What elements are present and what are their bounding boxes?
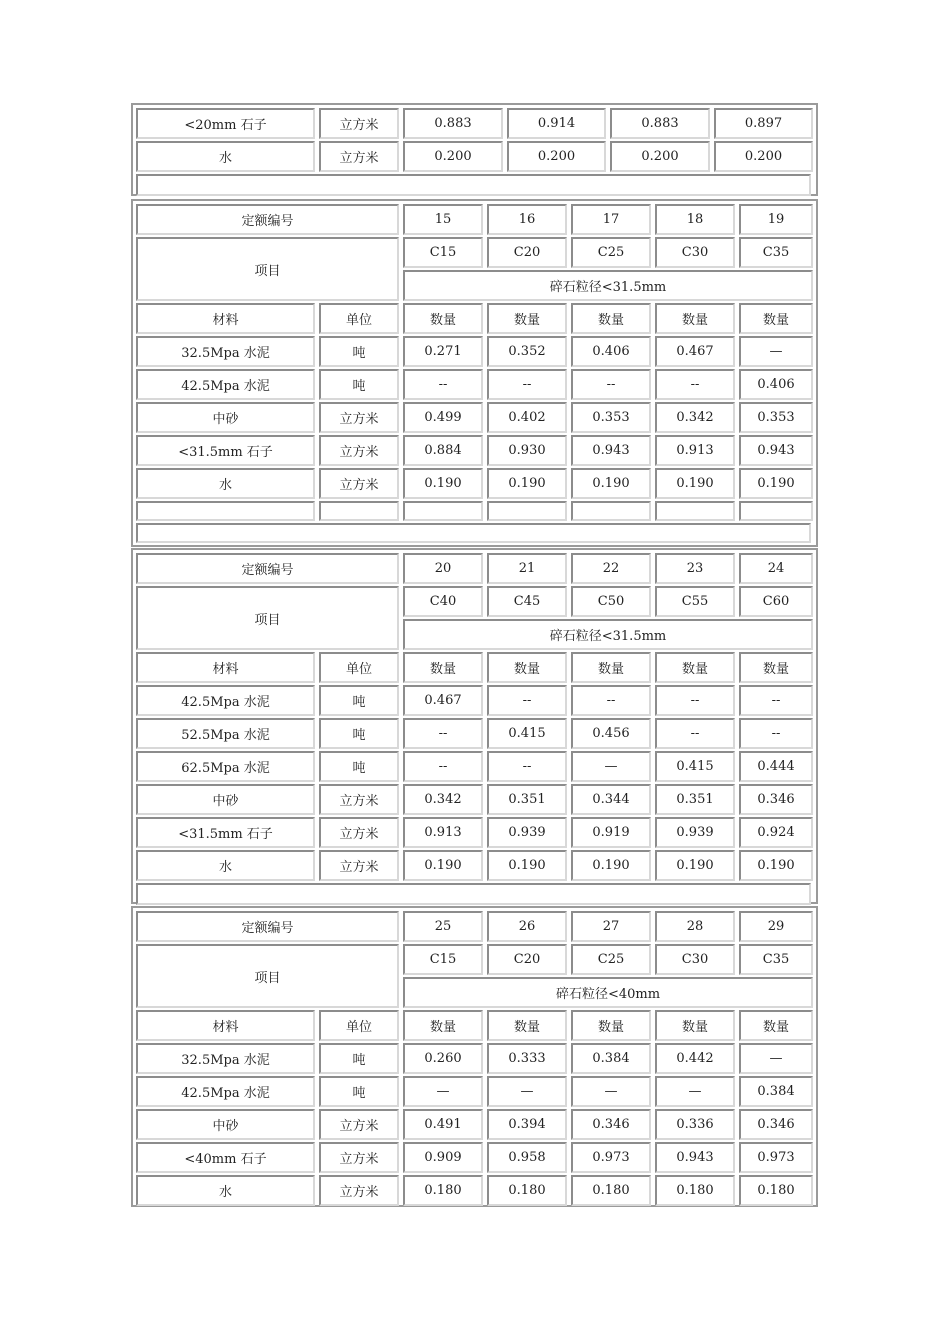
empty-row — [136, 883, 811, 905]
quantity-header: 数量 — [571, 303, 651, 334]
value-cell: 0.384 — [739, 1076, 813, 1107]
item-label: 项目 — [136, 586, 399, 650]
material-cell: <31.5mm 石子 — [136, 435, 315, 466]
value-cell: 0.342 — [655, 402, 735, 433]
quantity-header: 数量 — [739, 303, 813, 334]
value-cell: 0.346 — [739, 1109, 813, 1140]
quota-table-1 — [131, 199, 818, 547]
unit-cell: 立方米 — [319, 468, 399, 499]
unit-header: 单位 — [319, 1010, 399, 1041]
value-cell: -- — [487, 369, 567, 400]
quota-code-cell: 23 — [655, 553, 735, 584]
material-cell: 中砂 — [136, 784, 315, 815]
unit-header: 单位 — [319, 303, 399, 334]
value-cell: 0.180 — [487, 1175, 567, 1206]
value-cell: 0.260 — [403, 1043, 483, 1074]
grade-cell: C55 — [655, 586, 735, 617]
quota-table-2 — [131, 548, 818, 904]
value-cell: -- — [739, 685, 813, 716]
material-cell: 水 — [136, 141, 315, 172]
grade-cell: C30 — [655, 944, 735, 975]
grade-cell: C45 — [487, 586, 567, 617]
material-header: 材料 — [136, 303, 315, 334]
value-cell: 0.346 — [571, 1109, 651, 1140]
grade-cell: C35 — [739, 237, 813, 268]
value-cell: 0.939 — [487, 817, 567, 848]
value-cell: 0.180 — [739, 1175, 813, 1206]
value-cell: 0.402 — [487, 402, 567, 433]
quantity-header: 数量 — [403, 303, 483, 334]
unit-cell: 立方米 — [319, 1109, 399, 1140]
material-cell: 62.5Mpa 水泥 — [136, 751, 315, 782]
material-cell: 中砂 — [136, 1109, 315, 1140]
quota-code-cell: 27 — [571, 911, 651, 942]
unit-cell: 吨 — [319, 685, 399, 716]
table-fragment-top — [131, 103, 818, 196]
unit-cell: 立方米 — [319, 784, 399, 815]
value-cell: 0.939 — [655, 817, 735, 848]
value-cell: — — [739, 336, 813, 367]
value-cell: 0.190 — [655, 468, 735, 499]
unit-cell: 吨 — [319, 336, 399, 367]
quota-number-label: 定额编号 — [136, 553, 399, 584]
unit-cell: 立方米 — [319, 141, 399, 172]
grade-cell: C35 — [739, 944, 813, 975]
unit-header: 单位 — [319, 652, 399, 683]
value-cell: 0.919 — [571, 817, 651, 848]
grade-cell: C30 — [655, 237, 735, 268]
quota-table-3 — [131, 906, 818, 1207]
value-cell: — — [655, 1076, 735, 1107]
value-cell: 0.190 — [739, 468, 813, 499]
unit-cell: 立方米 — [319, 108, 399, 139]
material-cell: 42.5Mpa 水泥 — [136, 1076, 315, 1107]
value-cell: 0.913 — [655, 435, 735, 466]
value-cell: 0.346 — [739, 784, 813, 815]
value-cell: — — [739, 1043, 813, 1074]
aggregate-spec-cell: 碎石粒径<31.5mm — [403, 619, 813, 650]
value-cell: 0.943 — [571, 435, 651, 466]
value-cell: -- — [655, 685, 735, 716]
quantity-header: 数量 — [571, 652, 651, 683]
empty-cell — [571, 501, 651, 521]
value-cell: — — [571, 1076, 651, 1107]
unit-cell: 立方米 — [319, 435, 399, 466]
quota-code-cell: 19 — [739, 204, 813, 235]
quantity-header: 数量 — [739, 1010, 813, 1041]
value-cell: 0.190 — [571, 850, 651, 881]
grade-cell: C60 — [739, 586, 813, 617]
value-cell: -- — [403, 751, 483, 782]
value-cell: -- — [571, 369, 651, 400]
value-cell: 0.200 — [403, 141, 503, 172]
value-cell: -- — [487, 685, 567, 716]
material-cell: 32.5Mpa 水泥 — [136, 1043, 315, 1074]
value-cell: 0.897 — [714, 108, 813, 139]
quantity-header: 数量 — [487, 652, 567, 683]
value-cell: 0.884 — [403, 435, 483, 466]
material-cell: 水 — [136, 468, 315, 499]
quantity-header: 数量 — [403, 1010, 483, 1041]
unit-cell: 立方米 — [319, 1142, 399, 1173]
value-cell: 0.190 — [403, 468, 483, 499]
value-cell: 0.958 — [487, 1142, 567, 1173]
material-cell: 水 — [136, 1175, 315, 1206]
quantity-header: 数量 — [655, 652, 735, 683]
quantity-header: 数量 — [403, 652, 483, 683]
unit-cell: 吨 — [319, 1076, 399, 1107]
value-cell: 0.883 — [610, 108, 710, 139]
empty-row — [136, 174, 811, 196]
quota-code-cell: 25 — [403, 911, 483, 942]
value-cell: -- — [655, 718, 735, 749]
value-cell: 0.973 — [571, 1142, 651, 1173]
value-cell: — — [571, 751, 651, 782]
material-header: 材料 — [136, 652, 315, 683]
value-cell: — — [403, 1076, 483, 1107]
grade-cell: C20 — [487, 237, 567, 268]
material-cell: 32.5Mpa 水泥 — [136, 336, 315, 367]
value-cell: 0.190 — [739, 850, 813, 881]
quota-code-cell: 16 — [487, 204, 567, 235]
value-cell: 0.914 — [507, 108, 606, 139]
value-cell: 0.200 — [610, 141, 710, 172]
material-cell: 52.5Mpa 水泥 — [136, 718, 315, 749]
quantity-header: 数量 — [487, 303, 567, 334]
aggregate-spec-cell: 碎石粒径<31.5mm — [403, 270, 813, 301]
quota-code-cell: 17 — [571, 204, 651, 235]
unit-cell: 立方米 — [319, 402, 399, 433]
empty-cell — [136, 501, 315, 521]
value-cell: 0.909 — [403, 1142, 483, 1173]
value-cell: 0.456 — [571, 718, 651, 749]
value-cell: 0.394 — [487, 1109, 567, 1140]
value-cell: 0.943 — [739, 435, 813, 466]
quota-code-cell: 26 — [487, 911, 567, 942]
value-cell: 0.271 — [403, 336, 483, 367]
quota-code-cell: 20 — [403, 553, 483, 584]
value-cell: 0.351 — [487, 784, 567, 815]
empty-cell — [487, 501, 567, 521]
empty-cell — [739, 501, 813, 521]
material-cell: <31.5mm 石子 — [136, 817, 315, 848]
quota-code-cell: 15 — [403, 204, 483, 235]
empty-cell — [319, 501, 399, 521]
value-cell: 0.180 — [403, 1175, 483, 1206]
value-cell: — — [487, 1076, 567, 1107]
value-cell: 0.406 — [739, 369, 813, 400]
value-cell: -- — [403, 718, 483, 749]
grade-cell: C15 — [403, 237, 483, 268]
value-cell: 0.200 — [714, 141, 813, 172]
value-cell: 0.353 — [571, 402, 651, 433]
grade-cell: C25 — [571, 944, 651, 975]
quota-number-label: 定额编号 — [136, 911, 399, 942]
grade-cell: C15 — [403, 944, 483, 975]
value-cell: 0.930 — [487, 435, 567, 466]
material-header: 材料 — [136, 1010, 315, 1041]
material-cell: 42.5Mpa 水泥 — [136, 685, 315, 716]
value-cell: 0.499 — [403, 402, 483, 433]
quota-number-label: 定额编号 — [136, 204, 399, 235]
unit-cell: 吨 — [319, 369, 399, 400]
quota-code-cell: 28 — [655, 911, 735, 942]
unit-cell: 立方米 — [319, 850, 399, 881]
grade-cell: C20 — [487, 944, 567, 975]
value-cell: 0.384 — [571, 1043, 651, 1074]
material-cell: 水 — [136, 850, 315, 881]
quantity-header: 数量 — [487, 1010, 567, 1041]
value-cell: 0.406 — [571, 336, 651, 367]
value-cell: 0.444 — [739, 751, 813, 782]
value-cell: 0.190 — [487, 468, 567, 499]
value-cell: 0.415 — [487, 718, 567, 749]
quantity-header: 数量 — [739, 652, 813, 683]
aggregate-spec-cell: 碎石粒径<40mm — [403, 977, 813, 1008]
quota-code-cell: 24 — [739, 553, 813, 584]
value-cell: -- — [739, 718, 813, 749]
unit-cell: 立方米 — [319, 817, 399, 848]
value-cell: 0.924 — [739, 817, 813, 848]
value-cell: 0.342 — [403, 784, 483, 815]
empty-cell — [655, 501, 735, 521]
value-cell: -- — [403, 369, 483, 400]
value-cell: 0.913 — [403, 817, 483, 848]
unit-cell: 吨 — [319, 1043, 399, 1074]
value-cell: 0.336 — [655, 1109, 735, 1140]
value-cell: 0.353 — [739, 402, 813, 433]
value-cell: 0.200 — [507, 141, 606, 172]
value-cell: 0.442 — [655, 1043, 735, 1074]
quantity-header: 数量 — [571, 1010, 651, 1041]
value-cell: 0.415 — [655, 751, 735, 782]
grade-cell: C50 — [571, 586, 651, 617]
quota-code-cell: 22 — [571, 553, 651, 584]
empty-row — [136, 523, 811, 543]
value-cell: 0.190 — [403, 850, 483, 881]
value-cell: 0.943 — [655, 1142, 735, 1173]
quota-code-cell: 29 — [739, 911, 813, 942]
empty-cell — [403, 501, 483, 521]
value-cell: 0.973 — [739, 1142, 813, 1173]
material-cell: 中砂 — [136, 402, 315, 433]
value-cell: 0.344 — [571, 784, 651, 815]
value-cell: 0.467 — [655, 336, 735, 367]
item-label: 项目 — [136, 944, 399, 1008]
value-cell: -- — [655, 369, 735, 400]
unit-cell: 立方米 — [319, 1175, 399, 1206]
grade-cell: C25 — [571, 237, 651, 268]
quota-code-cell: 21 — [487, 553, 567, 584]
quantity-header: 数量 — [655, 303, 735, 334]
value-cell: 0.883 — [403, 108, 503, 139]
value-cell: 0.352 — [487, 336, 567, 367]
quantity-header: 数量 — [655, 1010, 735, 1041]
value-cell: 0.333 — [487, 1043, 567, 1074]
value-cell: 0.190 — [571, 468, 651, 499]
value-cell: 0.190 — [655, 850, 735, 881]
value-cell: 0.351 — [655, 784, 735, 815]
value-cell: 0.491 — [403, 1109, 483, 1140]
grade-cell: C40 — [403, 586, 483, 617]
material-cell: 42.5Mpa 水泥 — [136, 369, 315, 400]
item-label: 项目 — [136, 237, 399, 301]
value-cell: 0.467 — [403, 685, 483, 716]
value-cell: 0.180 — [655, 1175, 735, 1206]
value-cell: -- — [571, 685, 651, 716]
value-cell: 0.180 — [571, 1175, 651, 1206]
value-cell: -- — [487, 751, 567, 782]
unit-cell: 吨 — [319, 751, 399, 782]
material-cell: <40mm 石子 — [136, 1142, 315, 1173]
quota-code-cell: 18 — [655, 204, 735, 235]
unit-cell: 吨 — [319, 718, 399, 749]
material-cell: <20mm 石子 — [136, 108, 315, 139]
value-cell: 0.190 — [487, 850, 567, 881]
